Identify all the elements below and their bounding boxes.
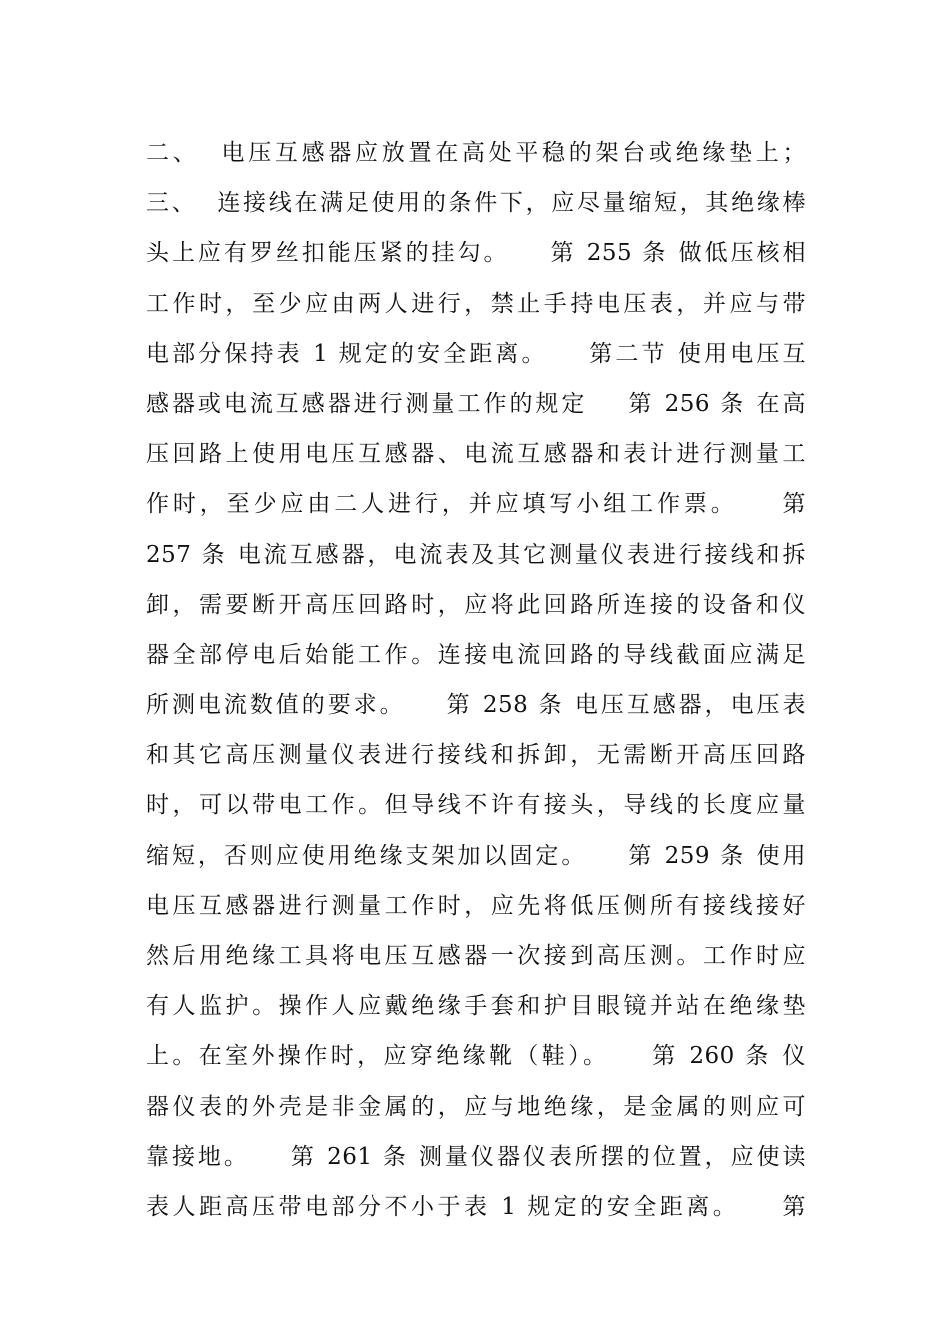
text-line-7: 压回路上使用电压互感器、电流互感器和表计进行测量工 (146, 441, 806, 468)
text-line-2: 三、 连接线在满足使用的条件下，应尽量缩短，其绝缘棒 (146, 190, 806, 217)
text-line-9: 257 条 电流互感器，电流表及其它测量仪表进行接线和拆 (146, 541, 806, 568)
text-line-16: 电压互感器进行测量工作时，应先将低压侧所有接线接好 (146, 892, 806, 919)
text-line-18: 有人监护。操作人应戴绝缘手套和护目眼镜并站在绝缘垫 (146, 993, 806, 1020)
text-line-17: 然后用绝缘工具将电压互感器一次接到高压测。工作时应 (146, 943, 806, 969)
text-line-5: 电部分保持表 1 规定的安全距离。 第二节 使用电压互 (146, 340, 806, 367)
body-text (146, 128, 806, 1232)
text-line-6: 感器或电流互感器进行测量工作的规定 第 256 条 在高 (146, 390, 806, 417)
text-line-21: 靠接地。 第 261 条 测量仪器仪表所摆的位置，应使读 (146, 1143, 806, 1170)
text-line-4: 工作时，至少应由两人进行，禁止手持电压表，并应与带 (146, 290, 806, 317)
text-line-1: 二、 电压互感器应放置在高处平稳的架台或绝缘垫上； (146, 140, 806, 166)
text-line-19: 上。在室外操作时，应穿绝缘靴（鞋）。 第 260 条 仪 (146, 1043, 806, 1070)
text-line-10: 卸，需要断开高压回路时，应将此回路所连接的设备和仪 (146, 591, 806, 618)
text-line-15: 缩短，否则应使用绝缘支架加以固定。 第 259 条 使用 (146, 842, 806, 869)
text-line-22: 表人距高压带电部分不小于表 1 规定的安全距离。 第 (146, 1193, 806, 1220)
text-line-13: 和其它高压测量仪表进行接线和拆卸，无需断开高压回路 (146, 742, 806, 769)
text-line-11: 器全部停电后始能工作。连接电流回路的导线截面应满足 (146, 641, 806, 668)
text-line-14: 时，可以带电工作。但导线不许有接头，导线的长度应量 (146, 792, 806, 819)
text-line-20: 器仪表的外壳是非金属的，应与地绝缘，是金属的则应可 (146, 1093, 806, 1120)
text-line-3: 头上应有罗丝扣能压紧的挂勾。 第 255 条 做低压核相 (146, 240, 806, 267)
text-line-8: 作时，至少应由二人进行，并应填写小组工作票。 第 (146, 491, 806, 518)
text-line-12: 所测电流数值的要求。 第 258 条 电压互感器，电压表 (146, 692, 806, 719)
